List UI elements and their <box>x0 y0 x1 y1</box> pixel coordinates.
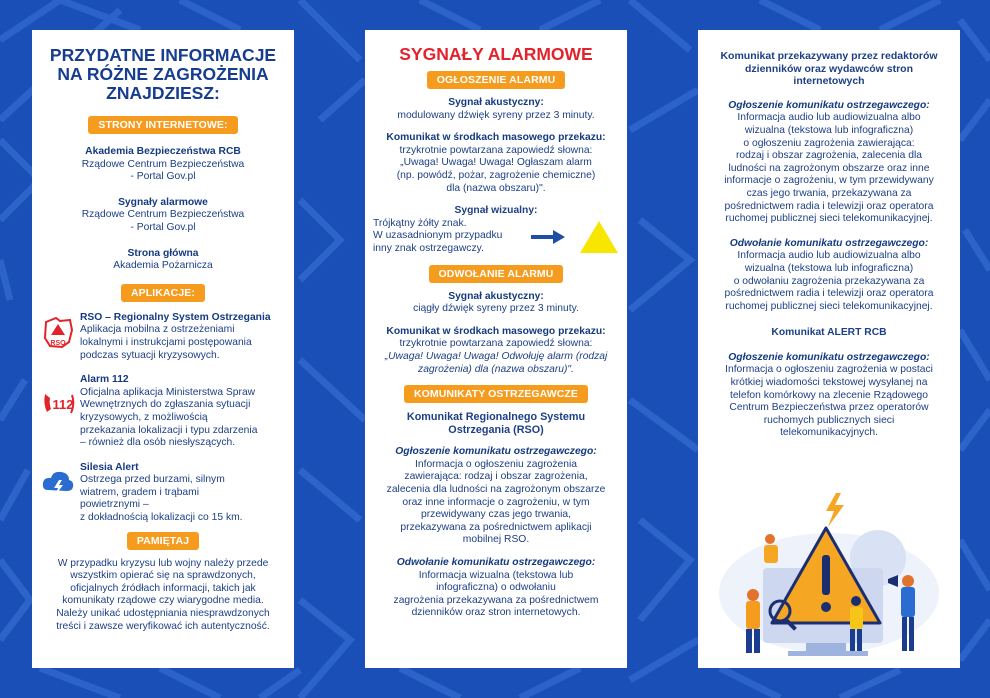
app-item-silesia-alert[interactable] <box>32 462 294 525</box>
block-line: „Uwaga! Uwaga! Uwaga! Ogłaszam alarm <box>400 157 592 169</box>
rso-announce-block <box>365 446 627 547</box>
storm-cloud-icon <box>42 468 74 498</box>
remember-badge: PAMIĘTAJ <box>127 532 199 550</box>
block-line: modulowany dźwięk syreny przez 3 minuty. <box>397 109 595 121</box>
media-message-block <box>365 132 627 195</box>
app-desc-line: wiatrem, gradem i trąbami <box>80 486 200 498</box>
app-desc-line: przekazania lokalizacji i typu zdarzenia <box>80 424 258 436</box>
block-line: trzykrotnie powtarzana zapowiedź słowna: <box>399 338 593 350</box>
heading-line: Komunikat przekazywany przez redaktorów <box>720 50 938 62</box>
block-line: ruchomych publicznych sieci <box>763 414 895 426</box>
remember-text <box>32 558 294 634</box>
block-line: przewidywany czas jego trwania, <box>421 509 571 521</box>
remember-line: W przypadku kryzysu lub wojny należy przede <box>57 557 269 569</box>
block-line: Informacja audio lub audiowizualna albo <box>737 112 921 124</box>
block-line: oraz inne informacje o zagrożeniu, w tym <box>402 496 590 508</box>
block-heading: Komunikat w środkach masowego przekazu: <box>386 132 606 144</box>
app-desc-line: Aplikacja mobilna z ostrzeżeniami <box>80 324 235 336</box>
block-line: inny znak ostrzegawczy. <box>373 242 484 254</box>
app-desc-line: Ostrzega przed burzami, silnym <box>80 474 225 486</box>
title-line: ZNAJDZIESZ: <box>106 83 220 103</box>
acoustic-signal-block <box>365 97 627 122</box>
block-line: (np. powódź, pożar, zagrożenie chemiczne) <box>396 169 596 181</box>
block-line: Trójkątny żółty znak. <box>373 217 467 229</box>
app-desc-line: podczas sytuacji kryzysowych. <box>80 349 220 361</box>
app-desc-line: – również dla osób niesłyszących. <box>80 437 236 449</box>
apps-badge: APLIKACJE: <box>121 284 205 302</box>
block-line: zalecenia dla ludności na zagrożonym obszarze <box>386 484 606 496</box>
block-line: Informacja o ogłoszeniu zagrożenia <box>415 458 577 470</box>
app-desc-line: powietrznymi – <box>80 499 149 511</box>
media-announce-block <box>698 100 960 226</box>
block-heading: Odwołanie komunikatu ostrzegawczego: <box>396 557 596 569</box>
panel-title: SYGNAŁY ALARMOWE <box>399 44 593 64</box>
block-line: ruchomej publicznej sieci telekomunikacyjnej. <box>725 300 933 312</box>
rso-cancel-block <box>365 557 627 620</box>
block-line: ludności na zagrożonym obszarze oraz inne <box>728 162 930 174</box>
app-desc-line: Wewnętrznych do zgłaszania sytuacji <box>80 399 251 411</box>
block-line: Informacja audio lub audiowizualna albo <box>737 250 921 262</box>
block-line: zawierająca: rodzaj i obszar zagrożenia, <box>404 471 588 483</box>
website-link-fire-academy[interactable] <box>32 248 294 273</box>
rso-heading <box>365 411 627 436</box>
website-link-alarm-signals[interactable] <box>32 197 294 235</box>
block-line: dzienników oraz stron internetowych. <box>411 607 581 619</box>
block-heading: Sygnał akustyczny: <box>448 97 544 108</box>
rso-icon-text: RSO <box>50 339 66 347</box>
cancel-alarm-badge: ODWOŁANIE ALARMU <box>429 265 564 283</box>
app-desc-line: kryzysowych, z możliwością <box>80 411 208 423</box>
block-heading: Komunikat w środkach masowego przekazu: <box>386 325 606 337</box>
panel-title <box>32 46 294 103</box>
block-heading: Ogłoszenie komunikatu ostrzegawczego: <box>728 99 930 111</box>
media-messages-panel <box>698 30 960 668</box>
acoustic-signal-cancel-block <box>365 291 627 316</box>
app-desc-line: Oficjalna aplikacja Ministerstwa Spraw <box>80 386 256 398</box>
block-line: zagrożenia przekazywana za pośrednictwem <box>393 594 599 606</box>
block-line: telekomunikacyjnych. <box>780 427 878 439</box>
block-line: informacje o zagrożeniu, w tym przewidywany <box>724 175 934 187</box>
block-line: rodzaj i obszar zagrożenia, zalecenia dla <box>735 150 923 162</box>
website-line: Rządowe Centrum Bezpieczeństwa <box>81 209 245 221</box>
block-line: W uzasadnionym przypadku <box>373 230 503 242</box>
remember-line: oficjalnych źródłach informacji, takich jak <box>70 582 256 594</box>
website-line: Akademia Pożarnicza <box>113 260 213 272</box>
block-heading: Ogłoszenie komunikatu ostrzegawczego: <box>395 446 597 458</box>
title-line: NA RÓŻNE ZAGROŻENIA <box>57 64 269 84</box>
block-line: telefon komórkowy na zlecenie Rządowego <box>729 389 929 401</box>
title-line: PRZYDATNE INFORMACJE <box>49 45 277 65</box>
website-name: Strona główna <box>127 247 199 259</box>
app-item-rso[interactable] <box>32 312 294 362</box>
app-name: Alarm 112 <box>80 374 129 386</box>
block-line: infograficzna) o odwołaniu <box>436 582 556 594</box>
block-line: dla (nazwa obszaru)". <box>446 182 546 194</box>
alert-rcb-block <box>698 352 960 440</box>
block-line: pośrednictwem radia i telewizji oraz operatora <box>724 288 934 300</box>
media-cancel-block <box>365 326 627 376</box>
block-line: o odwołaniu zagrożenia przekazywana za <box>733 275 925 287</box>
website-line: - Portal Gov.pl <box>130 171 196 183</box>
alarm-signals-panel <box>365 30 627 668</box>
app-item-alarm-112[interactable] <box>32 374 294 450</box>
remember-line: wszystkim opierać się na sprawdzonych, <box>70 570 256 582</box>
app-desc-line: z dokładnością lokalizacji co 15 km. <box>80 512 243 524</box>
app-desc-line: lokalnymi i instrukcjami postępowania <box>80 336 252 348</box>
block-line: wizualna (tekstowa lub infograficzna) <box>744 124 914 136</box>
block-heading: Ogłoszenie komunikatu ostrzegawczego: <box>728 351 930 363</box>
website-line: Rządowe Centrum Bezpieczeństwa <box>81 158 245 170</box>
app-name: Silesia Alert <box>80 461 139 473</box>
heading-line: Ostrzegania (RSO) <box>448 423 544 436</box>
remember-line: komunikaty rządowe czy wiarygodne media. <box>62 595 264 607</box>
block-line: o ogłoszeniu zagrożenia zawierająca: <box>743 137 915 149</box>
heading-line: dzienników oraz wydawców stron <box>744 62 914 75</box>
panel-heading <box>698 50 960 88</box>
remember-line: Należy unikać udostępniania niesprawdzonych <box>56 608 270 620</box>
alert-rcb-heading: Komunikat ALERT RCB <box>771 327 887 339</box>
heading-line: internetowych <box>793 75 865 88</box>
block-line: krótkiej wiadomości tekstowej wysyłanej na <box>730 377 928 389</box>
heading-line: Komunikat Regionalnego Systemu <box>406 411 586 424</box>
info-panel <box>32 30 294 668</box>
website-line: - Portal Gov.pl <box>130 221 196 233</box>
arrow-right-icon <box>531 230 567 244</box>
block-line: przekazywana za pośrednictwem aplikacji <box>400 521 592 533</box>
block-line: ciągły dźwięk syreny przez 3 minuty. <box>413 303 579 315</box>
block-line: zagrożenia) dla (nazwa obszaru)". <box>418 363 574 375</box>
website-link-rcb[interactable] <box>32 146 294 184</box>
block-heading: Sygnał akustyczny: <box>448 290 544 302</box>
website-name: Akademia Bezpieczeństwa RCB <box>85 146 241 157</box>
websites-badge: STRONY INTERNETOWE: <box>88 116 237 134</box>
block-line: ruchomej publicznej sieci telekomunikacyjnej. <box>725 213 933 225</box>
block-line: „Uwaga! Uwaga! Uwaga! Odwołuję alarm (rodzaj <box>384 350 608 362</box>
warning-illustration <box>698 483 960 668</box>
block-line: Centrum Bezpieczeństwa przez operatorów <box>729 402 929 414</box>
block-line: czas jego trwania, przekazywana za <box>746 187 912 199</box>
phone-112-icon <box>42 390 76 418</box>
announce-alarm-badge: OGŁOSZENIE ALARMU <box>427 71 566 89</box>
block-heading: Odwołanie komunikatu ostrzegawczego: <box>729 237 929 249</box>
visual-signal-heading: Sygnał wizualny: <box>454 205 538 217</box>
visual-signal-block <box>365 218 627 256</box>
block-line: trzykrotnie powtarzana zapowiedź słowna: <box>399 144 593 156</box>
rso-map-alert-icon <box>42 316 74 350</box>
block-line: Informacja wizualna (tekstowa lub <box>418 569 574 581</box>
block-line: mobilnej RSO. <box>462 534 530 546</box>
yellow-triangle-icon <box>579 220 619 254</box>
app-name: RSO – Regionalny System Ostrzegania <box>80 311 271 323</box>
block-line: wizualna (tekstowa lub infograficzna) <box>744 262 914 274</box>
website-name: Sygnały alarmowe <box>118 196 208 208</box>
remember-line: treści i zawsze weryfikować ich autentyczność. <box>56 620 270 632</box>
warning-messages-badge: KOMUNIKATY OSTRZEGAWCZE <box>404 385 588 403</box>
icon-112-text: 112 <box>52 397 74 413</box>
block-line: Informacja o ogłoszeniu zagrożenia w postaci <box>725 364 933 376</box>
block-line: pośrednictwem radia i telewizji oraz operatora <box>724 200 934 212</box>
media-cancel-block <box>698 238 960 314</box>
